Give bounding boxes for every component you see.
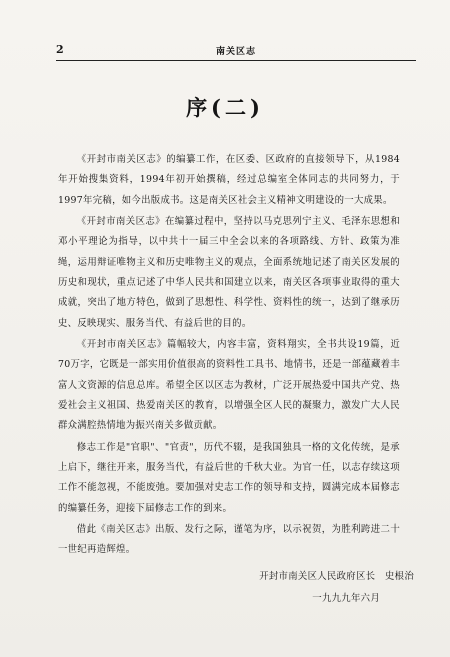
preface-body <box>58 150 400 562</box>
paragraph-2: 《开封市南关区志》在编纂过程中，坚持以马克思列宁主义、毛泽东思想和邓小平理论为指导，以中共十一届三中全会以来的各项路线、方针、政策为准绳，运用辩证唯物主义和历史唯物主义的观点，全面系统地记述了南关区发展的历史和现状，重点记述了中华人民共和国建立以来，南关区各项事业取得的重大成就，突出了地方特色，做到了思想性、科学性、资料性的统一，达到了继承历史、反映现实、服务当代、有益后世的目的。 <box>58 216 400 329</box>
signature-author: 开封市南关区人民政府区长 史根治 <box>259 571 414 582</box>
paragraph-3: 《开封市南关区志》篇幅较大，内容丰富，资料翔实，全书共设19篇，近70万字，它既是一部实用价值很高的资料性工具书、地情书，还是一部蕴藏着丰富人文资源的信息总库。希望全区以区志为教材，广泛开展热爱中国共产党、热爱社会主义祖国、热爱南关区的教育，以增强全区人民的凝聚力，激发广大人民群众满腔热情地为振兴南关多做贡献。 <box>58 339 400 432</box>
running-head: 南关区志 <box>215 47 256 57</box>
paragraph-4: 修志工作是"官职"、"官责"，历代不辍，是我国独具一格的文化传统，是承上启下，继往开来，服务当代，有益后世的千秋大业。为官一任，以志存续这项工作不能忽视，不能废弛。要加强对史志工作的领导和支持，圆满完成本届修志的编纂任务，迎接下届修志工作的到来。 <box>58 441 400 514</box>
page-header <box>56 40 416 60</box>
paragraph-1: 《开封市南关区志》的编纂工作，在区委、区政府的直接领导下，从1984年开始搜集资料，1994年初开始撰稿，经过总编室全体同志的共同努力，于1997年完稿，如今出版成书。这是南关区社会主义精神文明建设的一大成果。 <box>58 154 400 206</box>
signature-block <box>174 566 414 610</box>
header-rule <box>56 60 416 61</box>
page-number: 2 <box>56 43 64 56</box>
paragraph-5: 借此《南关区志》出版、发行之际，谨笔为序，以示祝贺，为胜利跨进二十一世纪再造辉煌。 <box>58 524 400 556</box>
signature-date: 一九九九年六月 <box>312 593 380 604</box>
section-title: 序(二) <box>186 95 264 120</box>
